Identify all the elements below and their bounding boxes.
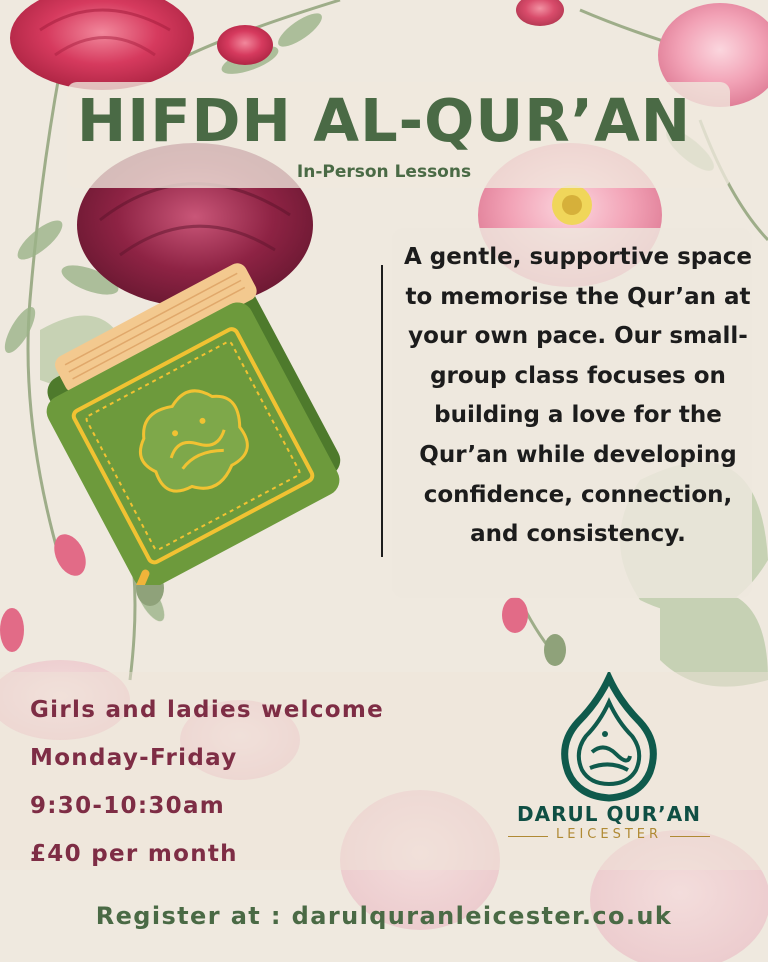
rose-flower (10, 0, 194, 90)
page-subtitle: In-Person Lessons (296, 162, 472, 182)
register-link[interactable]: Register at : darulquranleicester.co.uk (95, 902, 673, 930)
detail-price: £40 per month (30, 841, 238, 867)
rose-bud (544, 634, 566, 666)
logo-rule-left (508, 836, 548, 837)
darul-quran-logo (500, 672, 718, 882)
rose-bud (217, 25, 273, 65)
page-title: HIFDH AL-QUR’AN (76, 86, 692, 155)
rose-bud (516, 0, 564, 26)
logo-name: DARUL QUR’AN (517, 802, 701, 826)
description-text: A gentle, supportive space to memorise the Qur’an at your own pace. Our small-group class focuses on building a love for the Qur’an while developing confidence, connection, and consistency. (404, 244, 752, 548)
logo-city: LEICESTER (555, 827, 663, 842)
details-list (30, 686, 384, 878)
vertical-divider (381, 265, 383, 557)
logo-emblem-icon (500, 672, 718, 802)
quran-book-icon (18, 245, 358, 585)
detail-audience: Girls and ladies welcome (30, 697, 385, 723)
rose-bud (502, 597, 528, 633)
rose-bud (0, 608, 24, 652)
logo-rule-right (670, 836, 710, 837)
detail-time: 9:30-10:30am (30, 793, 226, 819)
detail-days: Monday-Friday (30, 745, 238, 771)
